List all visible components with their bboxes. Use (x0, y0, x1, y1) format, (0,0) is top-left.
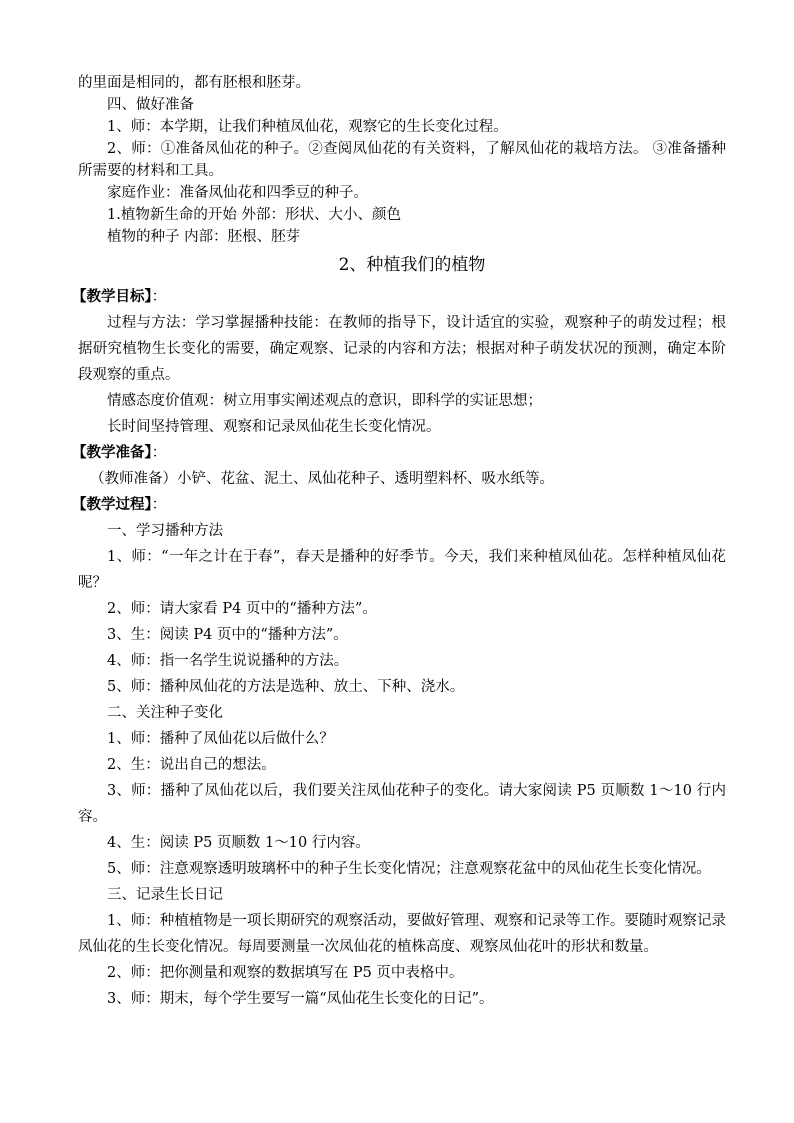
step-line: 1、师：播种了凤仙花以后做什么？ (107, 731, 334, 747)
goals-paragraph-method: 过程与方法：学习掌握播种技能：在教师的指导下，设计适宜的实验，观察种子的萌发过程；根据研究植物生长变化的需要，确定观察、记录的内容和方法；根据对种子萌发状况的预测，确定本阶段观察的重点。 (78, 315, 726, 383)
prep-heading (72, 440, 726, 466)
step-line: 2、师：把你测量和观察的数据填写在 P5 页中表格中。 (107, 965, 464, 981)
step-line: 2、师：请大家看 P4 页中的“播种方法”。 (107, 601, 377, 617)
process-colon: ： (151, 497, 167, 513)
step-line: 5、师：播种凤仙花的方法是选种、放土、下种、浇水。 (107, 679, 465, 695)
document-content (72, 72, 726, 1012)
text-line: 的里面是相同的，都有胚根和胚芽。 (78, 75, 310, 91)
goals-paragraph-persist: 长时间坚持管理、观察和记录凤仙花生长变化情况。 (107, 419, 441, 435)
step-paragraph: 5、师：注意观察透明玻璃杯中的种子生长变化情况；注意观察花盆中的凤仙花生长变化情况。 (107, 861, 711, 877)
process-heading (72, 492, 726, 518)
process-label: 【教学过程】 (72, 497, 152, 513)
step-paragraph: 1、师：种植植物是一项长期研究的观察活动，要做好管理、观察和记录等工作。要随时观察记录凤仙花的生长变化情况。每周要测量一次凤仙花的植株高度、观察凤仙花叶的形状和数量。 (78, 913, 726, 955)
step-paragraph: 3、师：播种了凤仙花以后，我们要关注凤仙花种子的变化。请大家阅读 P5 页顺数 1～10 行内容。 (78, 783, 726, 825)
step-line: 4、生：阅读 P5 页顺数 1～10 行内容。 (107, 835, 370, 851)
goals-colon: ： (151, 289, 167, 305)
homework-line: 家庭作业：准备凤仙花和四季豆的种子。 (107, 185, 368, 201)
section-heading-diary: 三、记录生长日记 (107, 887, 223, 903)
goals-heading (72, 284, 726, 310)
summary-line-internal: 植物的种子 内部：胚根、胚芽 (107, 229, 301, 245)
goals-paragraph-attitude: 情感态度价值观：树立用事实阐述观点的意识，即科学的实证思想； (107, 393, 542, 409)
section-heading-prepare: 四、做好准备 (107, 97, 194, 113)
step-line: 3、师：期末，每个学生要写一篇“凤仙花生长变化的日记”。 (107, 991, 494, 1007)
summary-line-external: 1.植物新生命的开始 外部：形状、大小、颜色 (107, 207, 401, 223)
prep-colon: ： (151, 445, 167, 461)
step-paragraph: 1、师：“一年之计在于春”，春天是播种的好季节。今天，我们来种植凤仙花。怎样种植凤仙花呢？ (78, 549, 726, 591)
goals-label: 【教学目标】 (72, 289, 152, 305)
prep-materials: （教师准备）小铲、花盆、泥土、凤仙花种子、透明塑料杯、吸水纸等。 (90, 471, 554, 487)
text-paragraph: 2、师：①准备凤仙花的种子。②查阅凤仙花的有关资料，了解凤仙花的栽培方法。 ③准备播种所需要的材料和工具。 (78, 141, 726, 179)
lesson-title: 2、种植我们的植物 (338, 255, 486, 275)
section-heading-sowing: 一、学习播种方法 (107, 523, 223, 539)
step-line: 4、师：指一名学生说说播种的方法。 (107, 653, 349, 669)
step-line: 2、生：说出自己的想法。 (107, 757, 276, 773)
section-heading-seed-change: 二、关注种子变化 (107, 705, 223, 721)
text-line: 1、师：本学期，让我们种植凤仙花，观察它的生长变化过程。 (107, 119, 508, 135)
step-line: 3、生：阅读 P4 页中的“播种方法”。 (107, 627, 348, 643)
prep-label: 【教学准备】 (72, 445, 152, 461)
